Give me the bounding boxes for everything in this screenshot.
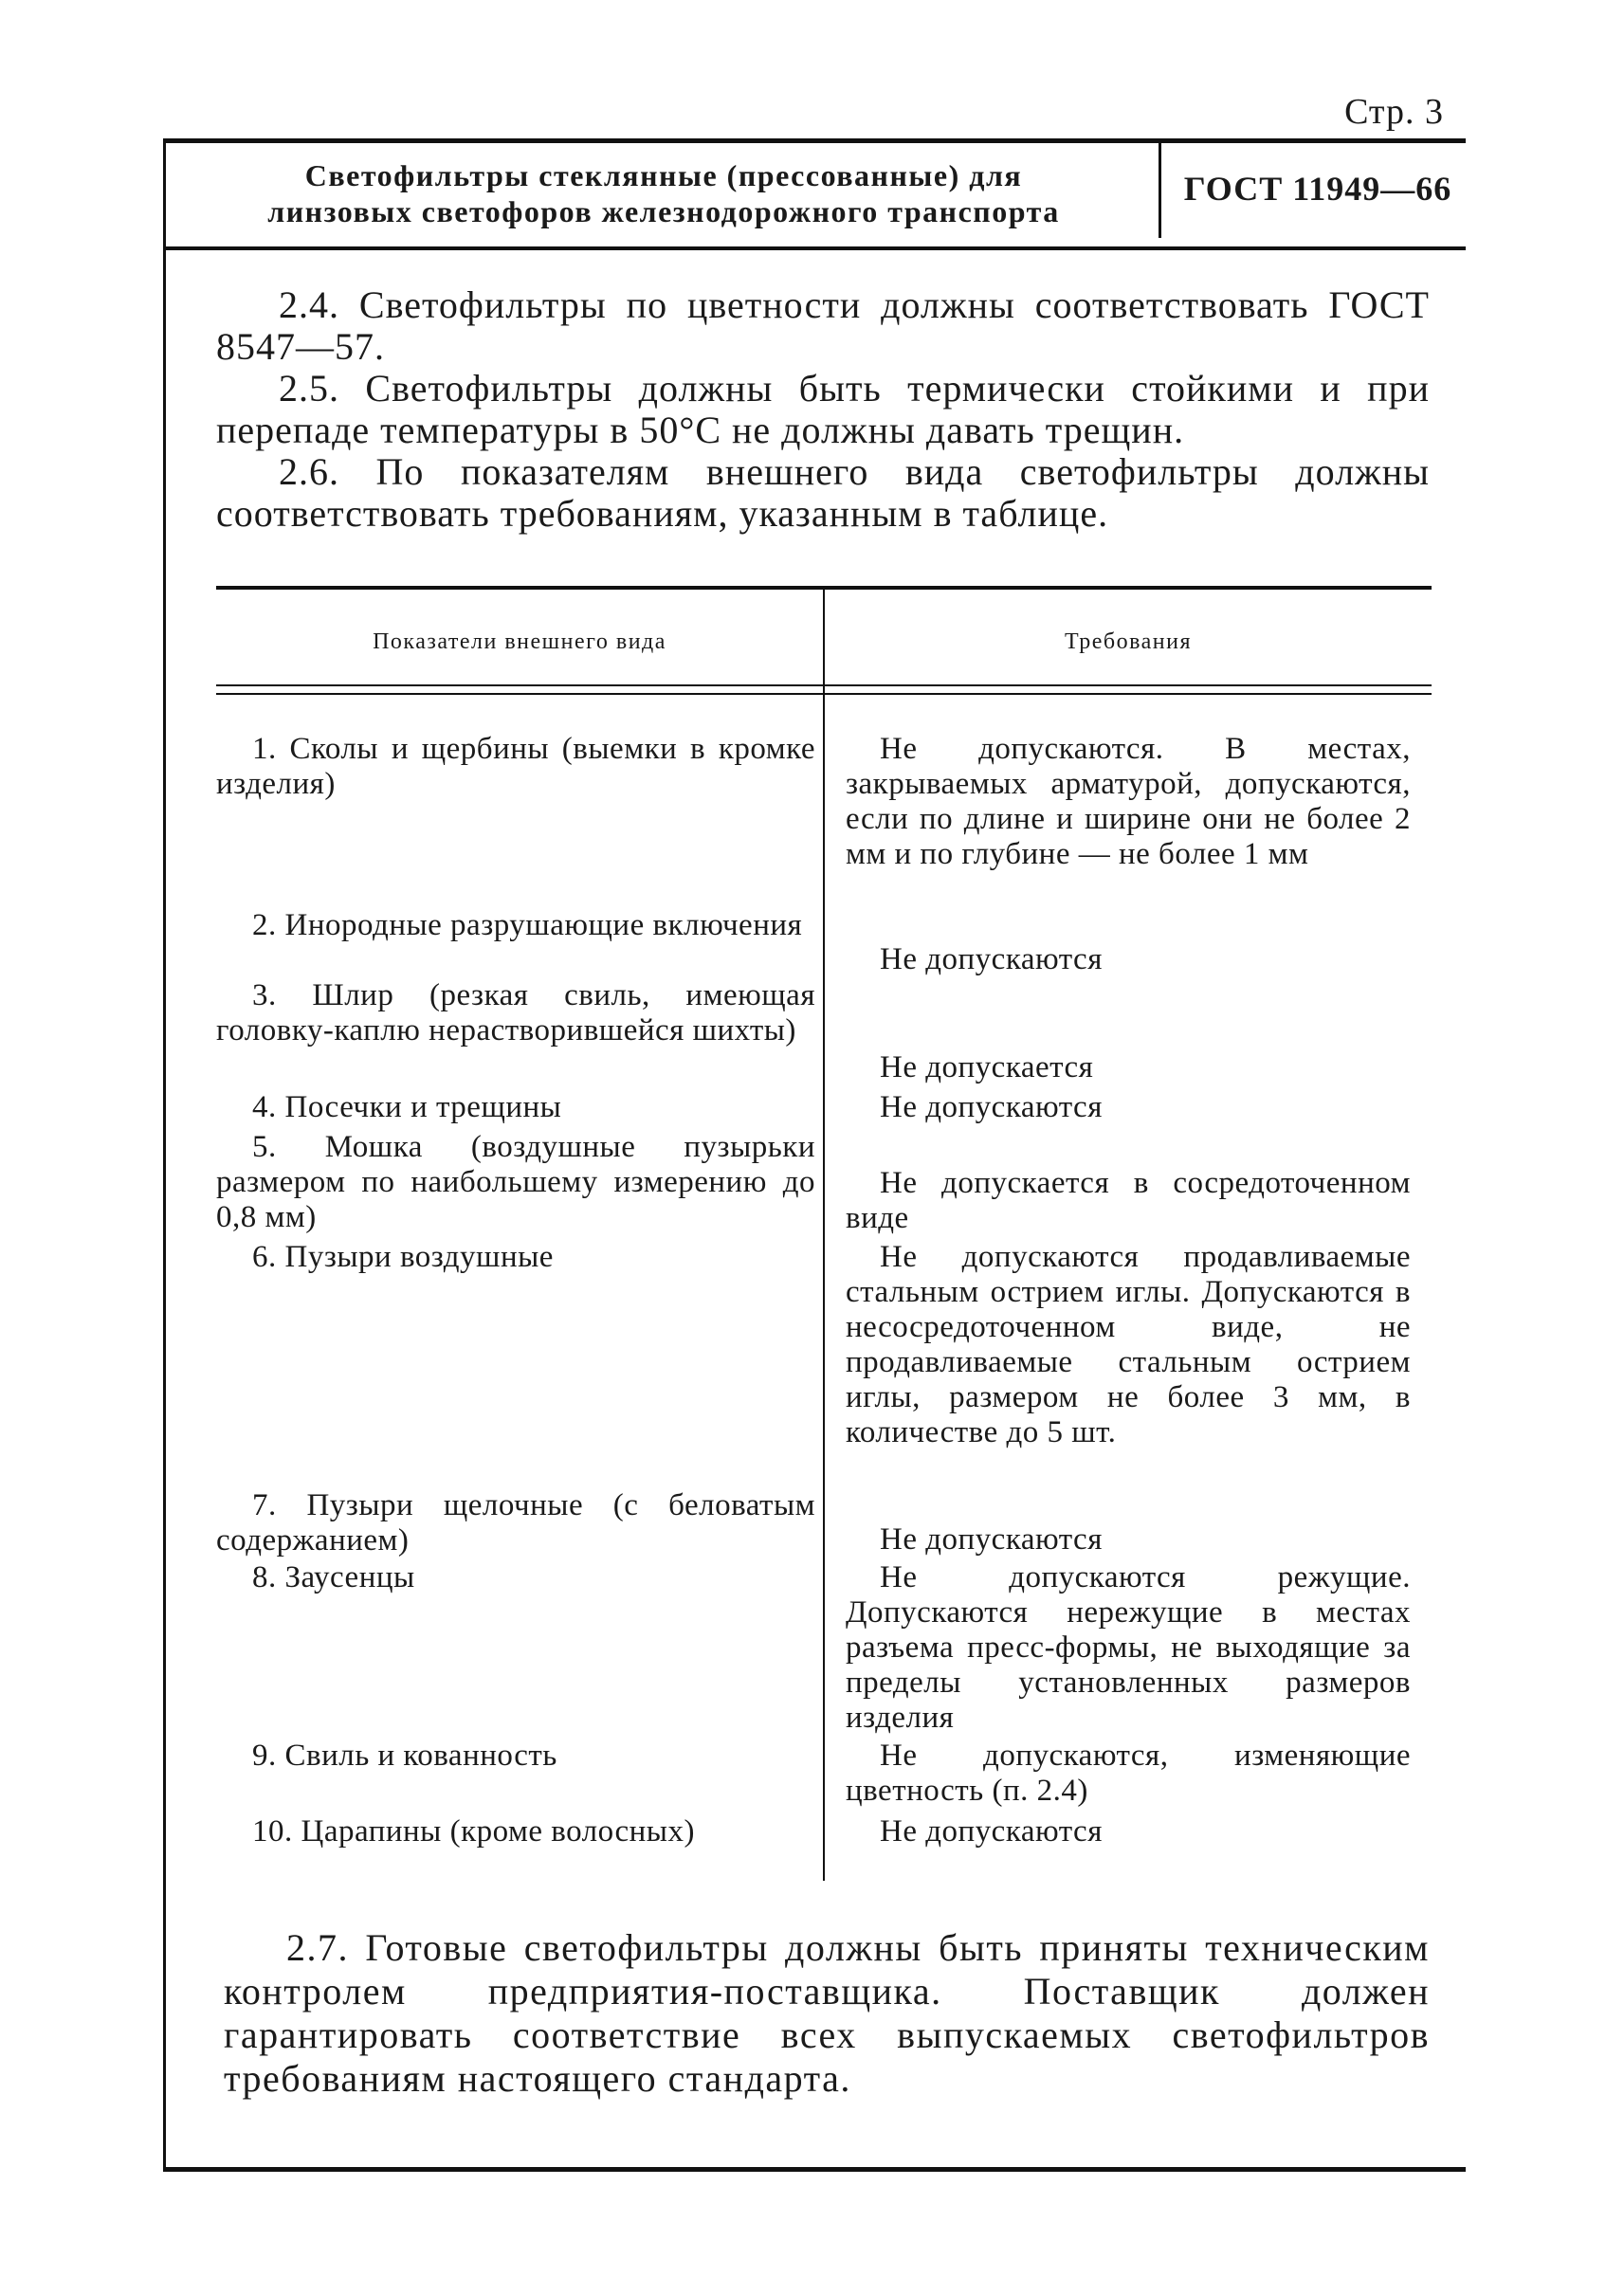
- table-cell-requirement: Не допускаются: [880, 1090, 1103, 1124]
- table-cell-indicator: 1. Сколы и щербины (выемки в кромке изделия): [216, 732, 815, 801]
- table-cell-requirement: Не допускаются: [880, 942, 1103, 976]
- table-cell-indicator: 6. Пузыри воздушные: [252, 1240, 554, 1274]
- table-cell-indicator: 9. Свиль и кованность: [252, 1739, 557, 1773]
- table-cell-indicator: 10. Царапины (кроме волосных): [252, 1814, 695, 1849]
- table-cell-requirement: Не допускаются: [880, 1522, 1103, 1557]
- header-title-line1: Светофильтры стеклянные (прессованные) для: [304, 158, 1023, 192]
- table-column-divider: [823, 590, 825, 1881]
- header-bottom-rule: [163, 246, 1466, 250]
- header-title-line2: линзовых светофоров железнодорожного транспорта: [267, 194, 1060, 228]
- table-cell-requirement: Не допускаются режущие. Допускаются нережущие в местах разъема пресс-формы, не выходящие за пределы установленных размеров изделия: [846, 1560, 1411, 1735]
- table-cell-indicator: 7. Пузыри щелочные (с беловатым содержанием): [216, 1488, 815, 1557]
- table-cell-requirement: Не допускаются. В местах, закрываемых арматурой, допускаются, если по длине и ширине они не более 2 мм и по глубине — не более 1 мм: [846, 732, 1411, 871]
- table-cell-indicator: 8. Заусенцы: [252, 1560, 415, 1594]
- header-title: [218, 157, 1109, 229]
- paragraph-2-6: 2.6. По показателям внешнего вида светофильтры должны соответствовать требованиям, указанным в таблице.: [216, 450, 1430, 535]
- header-top-rule: [163, 138, 1466, 143]
- paragraph-2-4: 2.4. Светофильтры по цветности должны соответствовать ГОСТ 8547—57.: [216, 283, 1430, 368]
- table-cell-requirement: Не допускаются: [880, 1814, 1103, 1849]
- page-number: Стр. 3: [1344, 92, 1444, 132]
- frame-bottom-rule: [163, 2167, 1466, 2172]
- table-cell-requirement: Не допускаются, изменяющие цветность (п. 2.4): [846, 1739, 1411, 1808]
- paragraph-2-5: 2.5. Светофильтры должны быть термически стойкими и при перепаде температуры в 50°С не должны давать трещин.: [216, 367, 1430, 451]
- table-cell-requirement: Не допускаются продавливаемые стальным острием иглы. Допускаются в несосредоточенном виде, не продавливаемые стальным острием иглы, размером не более 3 мм, в количестве до 5 шт.: [846, 1240, 1411, 1449]
- table-cell-indicator: 3. Шлир (резкая свиль, имеющая головку-каплю нерастворившейся шихты): [216, 978, 815, 1047]
- paragraph-2-7: 2.7. Готовые светофильтры должны быть приняты техническим контролем предприятия-поставщика. Поставщик должен гарантировать соответствие всех выпускаемых светофильтров требованиям настоящего стандарта.: [224, 1926, 1430, 2100]
- standard-code: ГОСТ 11949—66: [1183, 170, 1452, 208]
- closing-paragraph: [224, 1926, 1430, 2101]
- table-cell-requirement: Не допускается в сосредоточенном виде: [846, 1166, 1411, 1235]
- table-cell-requirement: Не допускается: [880, 1050, 1094, 1084]
- table-cell-indicator: 4. Посечки и трещины: [252, 1090, 562, 1124]
- table-cell-indicator: 5. Мошка (воздушные пузырьки размером по наибольшему измерению до 0,8 мм): [216, 1130, 815, 1234]
- table-cell-indicator: 2. Инородные разрушающие включения: [252, 908, 803, 942]
- intro-paragraphs: [216, 284, 1430, 535]
- table-header-indicators: Показатели внешнего вида: [373, 629, 666, 654]
- frame-left-rule: [163, 140, 166, 2169]
- header-divider: [1159, 143, 1161, 238]
- table-header-requirements: Требования: [1064, 629, 1192, 654]
